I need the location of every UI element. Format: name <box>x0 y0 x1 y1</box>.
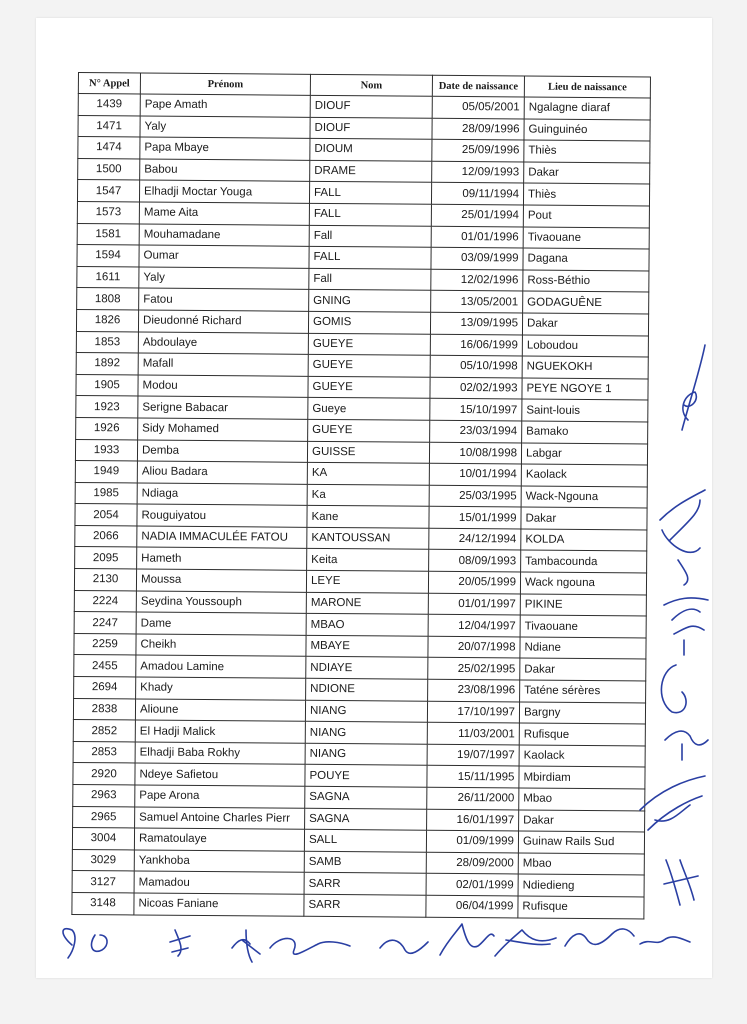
cell-prenom: Sidy Mohamed <box>138 418 308 441</box>
cell-numero-appel: 1985 <box>75 482 137 504</box>
cell-date-naissance: 23/03/1994 <box>430 420 522 442</box>
cell-nom: Ka <box>307 484 429 507</box>
cell-date-naissance: 12/09/1993 <box>432 161 524 183</box>
cell-date-naissance: 13/05/2001 <box>431 291 523 313</box>
cell-nom: MBAO <box>306 614 428 637</box>
cell-date-naissance: 16/01/1997 <box>427 809 519 831</box>
cell-nom: KANTOUSSAN <box>307 527 429 550</box>
cell-date-naissance: 03/09/1999 <box>431 247 523 269</box>
cell-lieu-naissance: Thiès <box>524 140 650 163</box>
cell-date-naissance: 05/10/1998 <box>430 355 522 377</box>
cell-prenom: Hameth <box>137 547 307 570</box>
cell-numero-appel: 2694 <box>74 677 136 699</box>
cell-numero-appel: 2247 <box>74 612 136 634</box>
cell-lieu-naissance: Tivaouane <box>523 227 649 250</box>
cell-numero-appel: 1471 <box>78 115 140 137</box>
cell-nom: SAGNA <box>305 786 427 809</box>
cell-numero-appel: 1826 <box>76 309 138 331</box>
cell-numero-appel: 1594 <box>77 245 139 267</box>
cell-nom: SARR <box>304 894 426 917</box>
cell-date-naissance: 06/04/1999 <box>426 895 518 917</box>
cell-date-naissance: 16/06/1999 <box>430 334 522 356</box>
cell-lieu-naissance: Dakar <box>524 162 650 185</box>
cell-prenom: Moussa <box>136 569 306 592</box>
cell-numero-appel: 1474 <box>78 137 140 159</box>
cell-date-naissance: 25/03/1995 <box>429 485 521 507</box>
cell-prenom: Samuel Antoine Charles Pierr <box>135 807 305 830</box>
cell-date-naissance: 28/09/2000 <box>426 852 518 874</box>
cell-numero-appel: 3029 <box>72 849 134 871</box>
cell-numero-appel: 1500 <box>78 158 140 180</box>
cell-nom: NIANG <box>305 700 427 723</box>
cell-prenom: Elhadji Moctar Youga <box>139 180 309 203</box>
cell-numero-appel: 3127 <box>72 871 134 893</box>
cell-prenom: Pape Amath <box>140 94 310 117</box>
cell-prenom: Mamadou <box>134 871 304 894</box>
cell-numero-appel: 1439 <box>78 94 140 116</box>
cell-date-naissance: 12/04/1997 <box>428 615 520 637</box>
cell-numero-appel: 2224 <box>74 590 136 612</box>
cell-lieu-naissance: Kaolack <box>521 464 647 487</box>
cell-prenom: Ndiaga <box>137 483 307 506</box>
cell-date-naissance: 12/02/1996 <box>431 269 523 291</box>
cell-lieu-naissance: KOLDA <box>521 529 647 552</box>
cell-nom: GUEYE <box>308 354 430 377</box>
cell-numero-appel: 2852 <box>73 720 135 742</box>
cell-nom: SAMB <box>304 851 426 874</box>
cell-prenom: NADIA IMMACULÉE FATOU <box>137 526 307 549</box>
cell-numero-appel: 1949 <box>75 461 137 483</box>
cell-nom: DIOUM <box>310 139 432 162</box>
cell-numero-appel: 1808 <box>77 288 139 310</box>
cell-prenom: Mouhamadane <box>139 224 309 247</box>
cell-nom: FALL <box>309 246 431 269</box>
cell-nom: GNING <box>309 290 431 313</box>
cell-date-naissance: 25/02/1995 <box>428 658 520 680</box>
cell-numero-appel: 3004 <box>72 828 134 850</box>
cell-nom: NDIONE <box>306 678 428 701</box>
cell-numero-appel: 1853 <box>76 331 138 353</box>
cell-lieu-naissance: Mbao <box>519 788 645 811</box>
cell-lieu-naissance: Bargny <box>519 702 645 725</box>
cell-prenom: Yaly <box>139 267 309 290</box>
cell-nom: FALL <box>309 182 431 205</box>
cell-nom: POUYE <box>305 765 427 788</box>
cell-prenom: Yaly <box>140 116 310 139</box>
cell-lieu-naissance: Wack ngouna <box>520 572 646 595</box>
cell-numero-appel: 1547 <box>77 180 139 202</box>
cell-nom: MARONE <box>306 592 428 615</box>
cell-prenom: Mafall <box>138 353 308 376</box>
cell-nom: NIANG <box>305 743 427 766</box>
cell-numero-appel: 2054 <box>75 504 137 526</box>
header-numero-appel: N° Appel <box>78 73 140 94</box>
cell-prenom: Dieudonné Richard <box>138 310 308 333</box>
cell-lieu-naissance: Guinaw Rails Sud <box>518 831 644 854</box>
cell-lieu-naissance: Taténe sérères <box>520 680 646 703</box>
cell-numero-appel: 2095 <box>75 547 137 569</box>
cell-nom: GUEYE <box>308 419 430 442</box>
cell-lieu-naissance: Dakar <box>520 658 646 681</box>
cell-numero-appel: 3148 <box>72 892 134 914</box>
cell-date-naissance: 15/11/1995 <box>427 766 519 788</box>
cell-lieu-naissance: Ndiedieng <box>518 874 644 897</box>
cell-date-naissance: 10/01/1994 <box>429 463 521 485</box>
cell-date-naissance: 09/11/1994 <box>431 183 523 205</box>
cell-lieu-naissance: Tambacounda <box>521 550 647 573</box>
cell-prenom: Elhadji Baba Rokhy <box>135 742 305 765</box>
cell-lieu-naissance: Saint-louis <box>522 399 648 422</box>
cell-nom: DRAME <box>310 160 432 183</box>
cell-numero-appel: 2853 <box>73 741 135 763</box>
header-date-naissance: Date de naissance <box>432 75 524 97</box>
table-row <box>72 892 644 918</box>
cell-nom: NIANG <box>305 722 427 745</box>
cell-date-naissance: 05/05/2001 <box>432 96 524 118</box>
cell-prenom: Aliou Badara <box>137 461 307 484</box>
cell-prenom: Cheikh <box>136 634 306 657</box>
cell-numero-appel: 2965 <box>73 806 135 828</box>
cell-nom: SALL <box>304 829 426 852</box>
cell-numero-appel: 2259 <box>74 633 136 655</box>
cell-lieu-naissance: Mbao <box>518 853 644 876</box>
cell-prenom: Seydina Youssouph <box>136 591 306 614</box>
cell-date-naissance: 13/09/1995 <box>430 312 522 334</box>
cell-lieu-naissance: Pout <box>523 205 649 228</box>
cell-prenom: Yankhoba <box>134 850 304 873</box>
cell-numero-appel: 1923 <box>76 396 138 418</box>
candidate-table <box>71 72 651 919</box>
cell-lieu-naissance: Labgar <box>521 442 647 465</box>
cell-lieu-naissance: Thiès <box>523 183 649 206</box>
header-lieu-naissance: Lieu de naissance <box>524 76 650 98</box>
cell-prenom: Oumar <box>139 245 309 268</box>
cell-date-naissance: 01/09/1999 <box>426 830 518 852</box>
cell-date-naissance: 19/07/1997 <box>427 744 519 766</box>
cell-numero-appel: 1581 <box>77 223 139 245</box>
cell-prenom: Dame <box>136 612 306 635</box>
cell-lieu-naissance: Mbirdiam <box>519 766 645 789</box>
cell-nom: SAGNA <box>305 808 427 831</box>
cell-prenom: Serigne Babacar <box>138 396 308 419</box>
cell-numero-appel: 2963 <box>73 784 135 806</box>
cell-prenom: Demba <box>137 439 307 462</box>
cell-lieu-naissance: Dakar <box>521 507 647 530</box>
table-body <box>72 94 650 919</box>
cell-date-naissance: 23/08/1996 <box>428 679 520 701</box>
cell-prenom: Abdoulaye <box>138 332 308 355</box>
header-prenom: Prénom <box>140 73 310 95</box>
cell-date-naissance: 15/10/1997 <box>430 399 522 421</box>
cell-nom: Keita <box>307 549 429 572</box>
cell-date-naissance: 01/01/1996 <box>431 226 523 248</box>
cell-lieu-naissance: Dakar <box>522 313 648 336</box>
cell-lieu-naissance: Tivaouane <box>520 615 646 638</box>
cell-lieu-naissance: Kaolack <box>519 745 645 768</box>
cell-prenom: Amadou Lamine <box>136 655 306 678</box>
cell-lieu-naissance: Rufisque <box>519 723 645 746</box>
cell-numero-appel: 1573 <box>77 201 139 223</box>
cell-nom: Fall <box>309 268 431 291</box>
cell-numero-appel: 1905 <box>76 374 138 396</box>
cell-nom: Kane <box>307 506 429 529</box>
cell-date-naissance: 25/09/1996 <box>432 139 524 161</box>
cell-lieu-naissance: Guinguinéo <box>524 119 650 142</box>
cell-nom: DIOUF <box>310 95 432 118</box>
cell-prenom: Rouguiyatou <box>137 504 307 527</box>
cell-lieu-naissance: PEYE NGOYE 1 <box>522 378 648 401</box>
cell-date-naissance: 28/09/1996 <box>432 118 524 140</box>
cell-numero-appel: 2066 <box>75 525 137 547</box>
cell-lieu-naissance: GODAGUÊNE <box>523 291 649 314</box>
cell-date-naissance: 20/05/1999 <box>428 571 520 593</box>
cell-lieu-naissance: Rufisque <box>518 896 644 919</box>
cell-nom: Fall <box>309 225 431 248</box>
cell-nom: GOMIS <box>308 311 430 334</box>
cell-prenom: Alioune <box>135 699 305 722</box>
cell-prenom: Khady <box>136 677 306 700</box>
cell-nom: GUEYE <box>308 376 430 399</box>
cell-numero-appel: 2130 <box>74 569 136 591</box>
cell-numero-appel: 2838 <box>73 698 135 720</box>
cell-prenom: Fatou <box>139 288 309 311</box>
cell-lieu-naissance: Ross-Béthio <box>523 270 649 293</box>
cell-numero-appel: 1611 <box>77 266 139 288</box>
cell-nom: MBAYE <box>306 635 428 658</box>
cell-nom: SARR <box>304 873 426 896</box>
cell-nom: LEYE <box>306 570 428 593</box>
cell-date-naissance: 08/09/1993 <box>429 550 521 572</box>
cell-lieu-naissance: PIKINE <box>520 594 646 617</box>
cell-nom: NDIAYE <box>306 657 428 680</box>
cell-date-naissance: 11/03/2001 <box>427 722 519 744</box>
cell-date-naissance: 02/02/1993 <box>430 377 522 399</box>
cell-nom: KA <box>307 462 429 485</box>
cell-nom: DIOUF <box>310 117 432 140</box>
cell-nom: FALL <box>309 203 431 226</box>
cell-date-naissance: 10/08/1998 <box>429 442 521 464</box>
cell-prenom: Ndeye Safietou <box>135 763 305 786</box>
cell-prenom: Pape Arona <box>135 785 305 808</box>
cell-nom: Gueye <box>308 398 430 421</box>
cell-lieu-naissance: Dakar <box>519 810 645 833</box>
cell-prenom: Nicoas Faniane <box>134 893 304 916</box>
cell-prenom: Mame Aita <box>139 202 309 225</box>
cell-numero-appel: 2920 <box>73 763 135 785</box>
cell-date-naissance: 17/10/1997 <box>427 701 519 723</box>
cell-date-naissance: 24/12/1994 <box>429 528 521 550</box>
cell-prenom: Papa Mbaye <box>140 137 310 160</box>
cell-lieu-naissance: Loboudou <box>522 335 648 358</box>
cell-nom: GUEYE <box>308 333 430 356</box>
cell-prenom: Babou <box>140 159 310 182</box>
cell-lieu-naissance: Wack-Ngouna <box>521 486 647 509</box>
cell-lieu-naissance: Dagana <box>523 248 649 271</box>
cell-numero-appel: 2455 <box>74 655 136 677</box>
header-nom: Nom <box>310 74 432 96</box>
cell-lieu-naissance: Bamako <box>522 421 648 444</box>
cell-prenom: Ramatoulaye <box>134 828 304 851</box>
cell-lieu-naissance: Ndiane <box>520 637 646 660</box>
cell-numero-appel: 1926 <box>76 417 138 439</box>
cell-date-naissance: 25/01/1994 <box>431 204 523 226</box>
cell-date-naissance: 02/01/1999 <box>426 874 518 896</box>
cell-prenom: El Hadji Malick <box>135 720 305 743</box>
cell-numero-appel: 1892 <box>76 353 138 375</box>
cell-date-naissance: 01/01/1997 <box>428 593 520 615</box>
cell-lieu-naissance: NGUEKOKH <box>522 356 648 379</box>
cell-prenom: Modou <box>138 375 308 398</box>
cell-lieu-naissance: Ngalagne diaraf <box>524 97 650 120</box>
cell-numero-appel: 1933 <box>75 439 137 461</box>
cell-date-naissance: 26/11/2000 <box>427 787 519 809</box>
cell-nom: GUISSE <box>307 441 429 464</box>
cell-date-naissance: 15/01/1999 <box>429 507 521 529</box>
cell-date-naissance: 20/07/1998 <box>428 636 520 658</box>
